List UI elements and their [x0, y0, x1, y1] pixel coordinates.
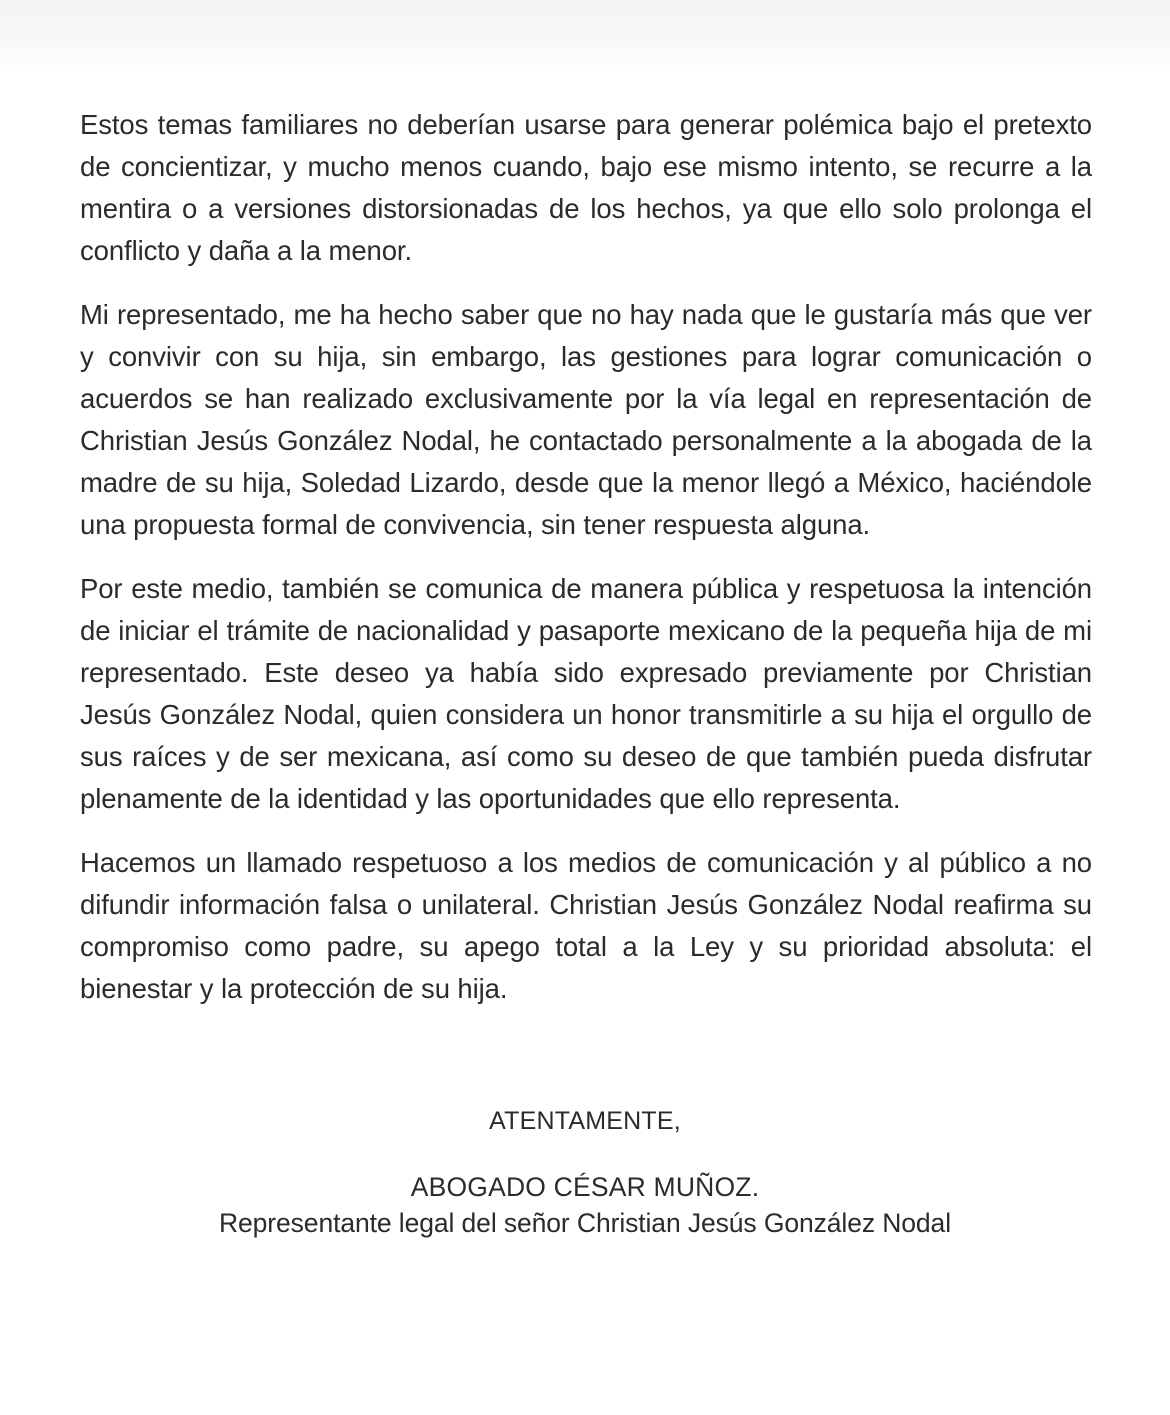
document-body	[80, 104, 1092, 1010]
signature-name: ABOGADO CÉSAR MUÑOZ.	[410, 1172, 760, 1202]
body-paragraph-4: Hacemos un llamado respetuoso a los medios de comunicación y al público a no difundir información falsa o unilateral. Christian Jesús González Nodal reafirma su compromiso como padre, su apego total a la Ley y su prioridad absoluta: el bienestar y la protección de su hija.	[80, 847, 1092, 1004]
signature-role: Representante legal del señor Christian Jesús González Nodal	[218, 1208, 951, 1238]
body-paragraph-3: Por este medio, también se comunica de manera pública y respetuosa la intención de iniciar el trámite de nacionalidad y pasaporte mexicano de la pequeña hija de mi representado. Este deseo ya había sido expresado previamente por Christian Jesús González Nodal, quien considera un honor transmitirle a su hija el orgullo de sus raíces y de ser mexicana, así como su deseo de que también pueda disfrutar plenamente de la identidad y las oportunidades que ello representa.	[80, 573, 1092, 814]
signature-salutation: ATENTAMENTE,	[489, 1107, 681, 1135]
signature-spacer	[0, 1138, 1170, 1169]
signature-block	[0, 1104, 1170, 1241]
body-paragraph-1: Estos temas familiares no deberían usarse para generar polémica bajo el pretexto de concientizar, y mucho menos cuando, bajo ese mismo intento, se recurre a la mentira o a versiones distorsionadas de los hechos, ya que ello solo prolonga el conflicto y daña a la menor.	[80, 109, 1092, 266]
body-paragraph-2: Mi representado, me ha hecho saber que no hay nada que le gustaría más que ver y convivir con su hija, sin embargo, las gestiones para lograr comunicación o acuerdos se han realizado exclusivamente por la vía legal en representación de Christian Jesús González Nodal, he contactado personalmente a la abogada de la madre de su hija, Soledad Lizardo, desde que la menor llegó a México, haciéndole una propuesta formal de convivencia, sin tener respuesta alguna.	[80, 299, 1092, 540]
